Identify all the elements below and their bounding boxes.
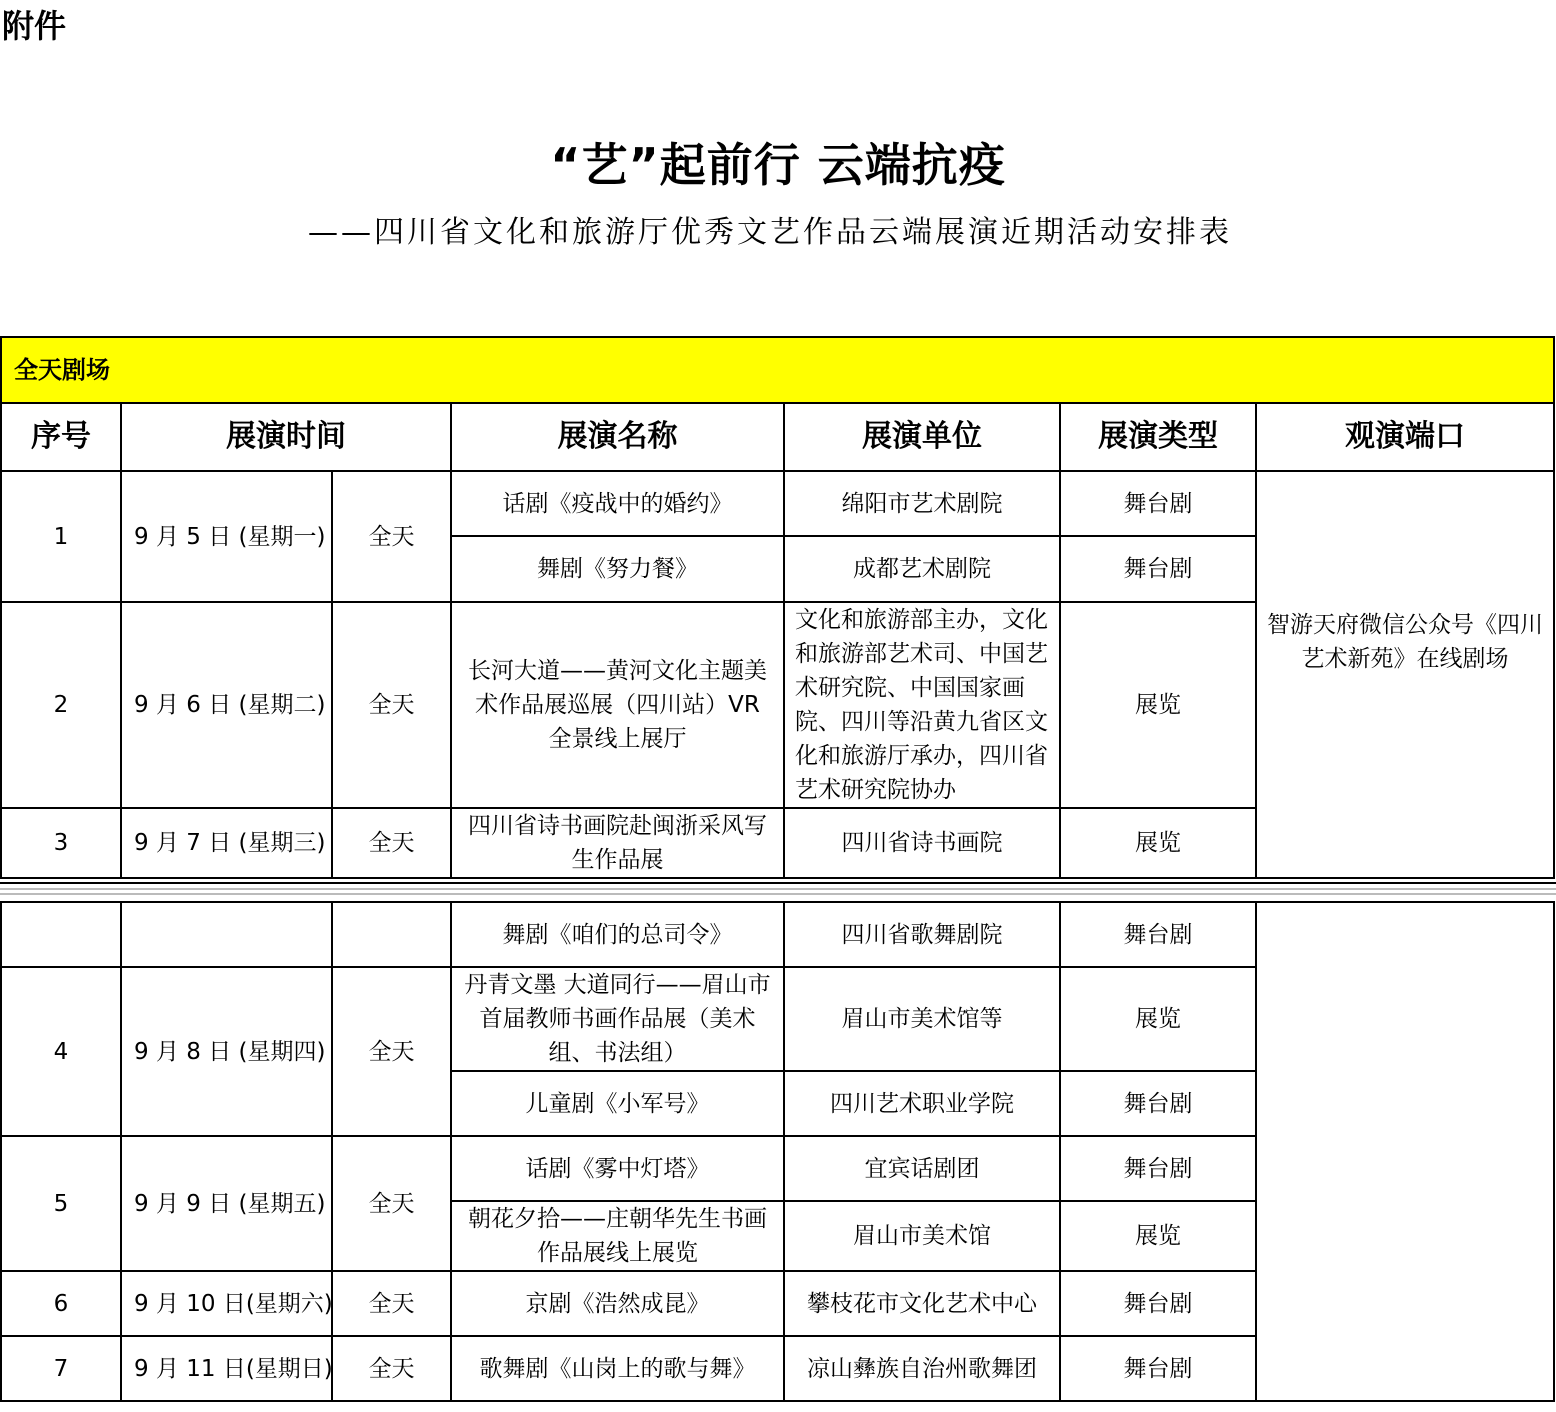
header-unit: 展演单位 [784,403,1060,471]
row-unit: 眉山市美术馆等 [784,967,1060,1071]
row-date: 9 月 10 日(星期六) [121,1271,332,1336]
row-type: 舞台剧 [1060,536,1256,602]
row-period: 全天 [332,1336,451,1401]
row-date: 9 月 8 日 (星期四) [121,967,332,1136]
row-no: 5 [1,1136,121,1271]
row-period: 全天 [332,808,451,878]
row-type: 展览 [1060,602,1256,808]
header-time: 展演时间 [121,403,451,471]
row-unit: 眉山市美术馆 [784,1201,1060,1271]
row-no: 3 [1,808,121,878]
row-no: 6 [1,1271,121,1336]
row-unit: 攀枝花市文化艺术中心 [784,1271,1060,1336]
row-type: 舞台剧 [1060,1336,1256,1401]
section-label: 全天剧场 [1,337,1554,403]
page-break-divider [0,882,1556,899]
page-title: “艺”起前行 云端抗疫 [550,138,1006,192]
row-show-name: 话剧《雾中灯塔》 [451,1136,784,1201]
portal-cell-continued [1256,902,1554,1401]
table-row [1,902,1554,967]
row-date: 9 月 5 日 (星期一) [121,471,332,602]
row-no: 7 [1,1336,121,1401]
row-show-name: 舞剧《努力餐》 [451,536,784,602]
schedule-table-part1 [0,336,1555,879]
row-period [332,902,451,967]
header-row [1,403,1554,471]
attachment-label: 附件 [2,7,67,45]
row-unit: 文化和旅游部主办，文化和旅游部艺术司、中国艺术研究院、中国国家画院、四川等沿黄九省区文化和旅游厅承办，四川省艺术研究院协办 [784,602,1060,808]
row-unit: 凉山彝族自治州歌舞团 [784,1336,1060,1401]
row-type: 展览 [1060,808,1256,878]
row-date: 9 月 11 日(星期日) [121,1336,332,1401]
header-type: 展演类型 [1060,403,1256,471]
row-type: 舞台剧 [1060,902,1256,967]
row-period: 全天 [332,1136,451,1271]
row-date: 9 月 9 日 (星期五) [121,1136,332,1271]
row-show-name: 话剧《疫战中的婚约》 [451,471,784,536]
row-unit: 四川省歌舞剧院 [784,902,1060,967]
row-show-name: 丹青文墨 大道同行——眉山市首届教师书画作品展（美术组、书法组） [451,967,784,1071]
row-unit: 四川艺术职业学院 [784,1071,1060,1136]
header-name: 展演名称 [451,403,784,471]
portal-cell: 智游天府微信公众号《四川艺术新苑》在线剧场 [1256,471,1554,878]
row-show-name: 儿童剧《小军号》 [451,1071,784,1136]
row-unit: 四川省诗书画院 [784,808,1060,878]
row-unit: 成都艺术剧院 [784,536,1060,602]
row-period: 全天 [332,967,451,1136]
row-no [1,902,121,967]
row-period: 全天 [332,471,451,602]
row-show-name: 京剧《浩然成昆》 [451,1271,784,1336]
row-no: 2 [1,602,121,808]
row-type: 展览 [1060,967,1256,1071]
row-type: 舞台剧 [1060,1136,1256,1201]
row-unit: 宜宾话剧团 [784,1136,1060,1201]
row-show-name: 歌舞剧《山岗上的歌与舞》 [451,1336,784,1401]
row-date: 9 月 7 日 (星期三) [121,808,332,878]
table-row [1,471,1554,536]
schedule-table-part2 [0,901,1555,1402]
section-row [1,337,1554,403]
row-show-name: 四川省诗书画院赴闽浙采风写生作品展 [451,808,784,878]
row-no: 4 [1,967,121,1136]
row-show-name: 朝花夕拾——庄朝华先生书画作品展线上展览 [451,1201,784,1271]
row-period: 全天 [332,1271,451,1336]
row-no: 1 [1,471,121,602]
row-date: 9 月 6 日 (星期二) [121,602,332,808]
row-type: 舞台剧 [1060,471,1256,536]
header-portal: 观演端口 [1256,403,1554,471]
row-period: 全天 [332,602,451,808]
row-date [121,902,332,967]
row-show-name: 长河大道——黄河文化主题美术作品展巡展（四川站）VR 全景线上展厅 [451,602,784,808]
page-subtitle: ——四川省文化和旅游厅优秀文艺作品云端展演近期活动安排表 [308,215,1232,250]
row-unit: 绵阳市艺术剧院 [784,471,1060,536]
row-type: 舞台剧 [1060,1271,1256,1336]
row-show-name: 舞剧《咱们的总司令》 [451,902,784,967]
row-type: 舞台剧 [1060,1071,1256,1136]
header-no: 序号 [1,403,121,471]
row-type: 展览 [1060,1201,1256,1271]
